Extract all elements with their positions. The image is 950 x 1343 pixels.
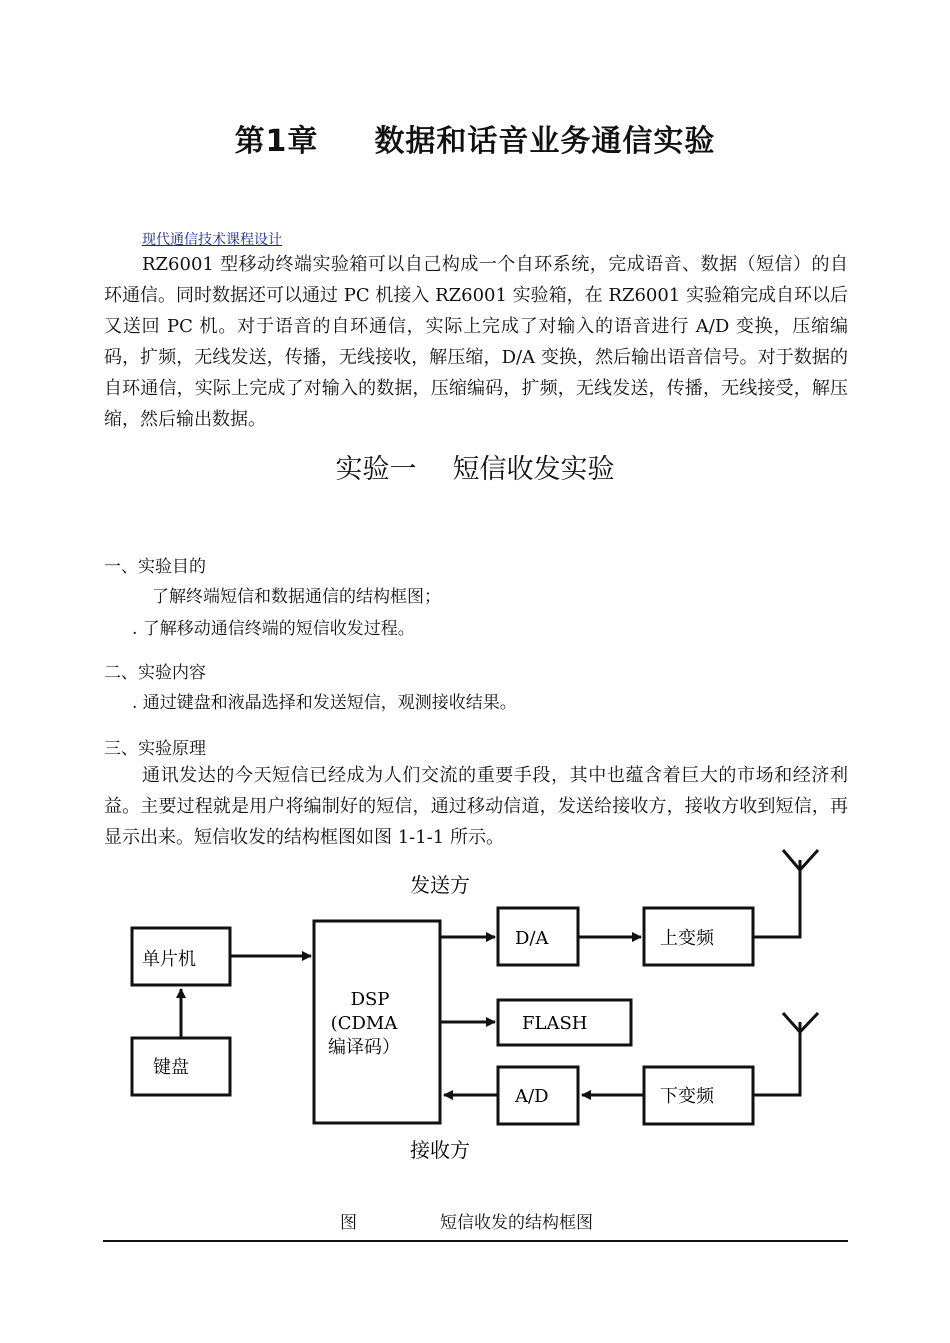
receive-antenna-icon xyxy=(753,1013,818,1095)
keyboard-block xyxy=(132,1038,230,1095)
purpose-item-1: 了解终端短信和数据通信的结构框图； xyxy=(152,587,441,607)
downconvert-block xyxy=(644,1067,753,1124)
da-block xyxy=(498,908,578,965)
sms-block-diagram xyxy=(0,840,950,1180)
flash-label: FLASH xyxy=(522,1013,588,1034)
mcu-label: 单片机 xyxy=(142,949,196,970)
experiment-label: 实验一 xyxy=(335,454,417,485)
send-side-label: 发送方 xyxy=(410,873,470,897)
chapter-name: 数据和话音业务通信实验 xyxy=(374,124,716,159)
flash-block xyxy=(498,1000,631,1045)
keyboard-label: 键盘 xyxy=(153,1057,189,1078)
da-label: D/A xyxy=(515,928,549,949)
downconvert-label: 下变频 xyxy=(660,1086,714,1107)
chapter-label: 第1章 xyxy=(234,124,319,159)
figure-caption-text: 短信收发的结构框图 xyxy=(440,1213,593,1233)
upconvert-label: 上变频 xyxy=(660,928,714,949)
dsp-block xyxy=(314,921,440,1123)
receive-side-label: 接收方 xyxy=(410,1138,470,1162)
dsp-line-3: 编译码） xyxy=(328,1037,400,1058)
experiment-name: 短信收发实验 xyxy=(452,454,615,485)
mcu-block xyxy=(132,928,230,985)
ad-block xyxy=(498,1067,578,1124)
purpose-item-2: . 了解移动通信终端的短信收发过程。 xyxy=(132,619,415,639)
dsp-line-2: (CDMA xyxy=(330,1013,398,1034)
course-link[interactable]: 现代通信技术课程设计 xyxy=(142,232,282,248)
section-heading-purpose: 一、实验目的 xyxy=(104,557,206,577)
experiment-title xyxy=(0,447,950,486)
section-heading-principle: 三、实验原理 xyxy=(104,739,206,759)
principle-paragraph: 通讯发达的今天短信已经成为人们交流的重要手段，其中也蕴含着巨大的市场和经济利益。主要过程就是用户将编制好的短信，通过移动信道，发送给接收方，接收方收到短信，再显示出来。短信收发的结构框图如图 1-1-1 所示。 xyxy=(104,765,848,848)
figure-caption-prefix: 图 xyxy=(340,1213,357,1233)
footer-divider xyxy=(103,1240,848,1242)
transmit-antenna-icon xyxy=(753,850,818,937)
ad-label: A/D xyxy=(515,1086,549,1107)
section-heading-content: 二、实验内容 xyxy=(104,663,206,683)
content-item-1: . 通过键盘和液晶选择和发送短信，观测接收结果。 xyxy=(132,693,517,713)
dsp-line-1: DSP xyxy=(350,989,390,1010)
upconvert-block xyxy=(644,908,753,965)
intro-paragraph: RZ6001 型移动终端实验箱可以自己构成一个自环系统，完成语音、数据（短信）的自环通信。同时数据还可以通过 PC 机接入 RZ6001 实验箱，在 RZ6001 实验箱完成自环以后又送回 PC 机。对于语音的自环通信，实际上完成了对输入的语音进行 A/D 变换，压缩编码，扩频，无线发送，传播，无线接收，解压缩，D/A 变换，然后输出语音信号。对于数据的自环通信，实际上完成了对输入的数据，压缩编码，扩频，无线发送，传播，无线接受，解压缩，然后输出数据。 xyxy=(104,254,848,430)
chapter-title xyxy=(0,116,950,160)
